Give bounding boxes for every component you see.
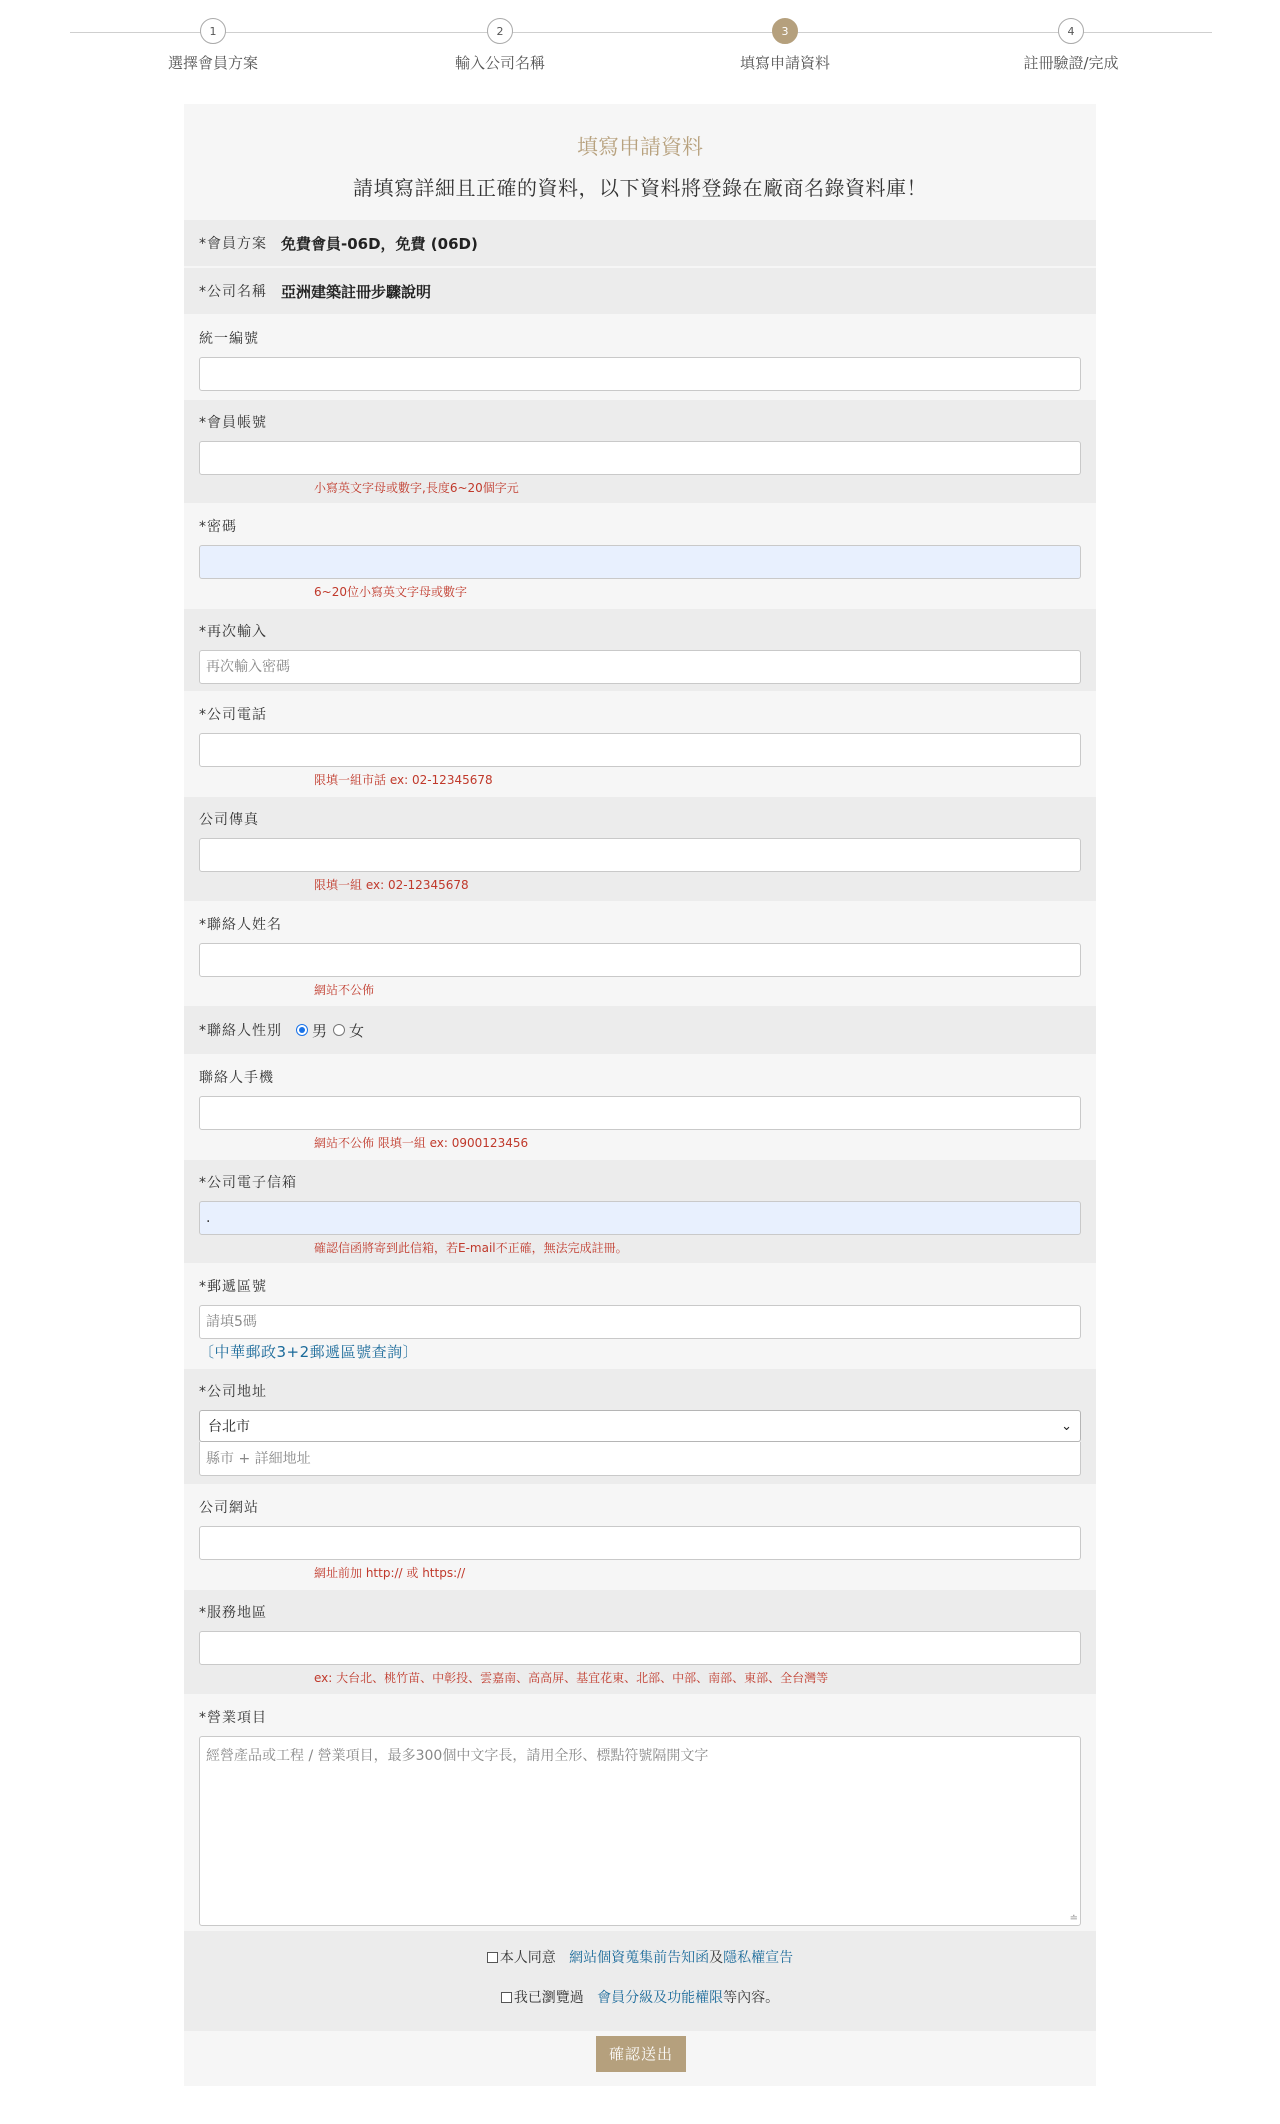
tax-id-row <box>184 316 1096 398</box>
privacy-agreement <box>184 1947 1096 1967</box>
plan-value: 免費會員-06D，免費 (06D) <box>281 234 478 253</box>
step-number: 3 <box>772 18 798 44</box>
member-tier-link[interactable]: 會員分級及功能權限 <box>597 1990 724 2006</box>
email-hint: 確認信函將寄到此信箱，若E-mail不正確，無法完成註冊。 <box>314 1241 628 1255</box>
password-input[interactable] <box>199 545 1081 579</box>
mobile-row <box>184 1055 1096 1159</box>
company-name-label: *公司名稱 <box>199 284 267 300</box>
phone-label: *公司電話 <box>199 707 267 723</box>
privacy-prefix: 本人同意 <box>499 1950 556 1966</box>
step-label: 填寫申請資料 <box>739 54 830 72</box>
zip-input[interactable] <box>199 1305 1081 1339</box>
account-label: *會員帳號 <box>199 415 267 431</box>
zip-row <box>184 1264 1096 1368</box>
step-label: 註冊驗證/完成 <box>1023 54 1119 72</box>
city-select-value: 台北市 <box>208 1419 250 1435</box>
contact-name-label: *聯絡人姓名 <box>199 917 282 933</box>
privacy-notice-link[interactable]: 網站個資蒐集前告知函 <box>569 1950 710 1966</box>
service-area-label: *服務地區 <box>199 1605 267 1621</box>
form-title: 填寫申請資料 <box>577 135 703 159</box>
form-heading <box>184 104 1096 220</box>
gender-female-label: 女 <box>349 1021 365 1040</box>
service-area-input[interactable] <box>199 1631 1081 1665</box>
tier-checkbox[interactable] <box>501 1992 512 2003</box>
tax-id-label: 統一編號 <box>199 331 259 347</box>
step-4 <box>971 18 1171 73</box>
business-items-row <box>184 1695 1096 1931</box>
radio-dot[interactable] <box>333 1024 345 1036</box>
step-1 <box>113 18 313 73</box>
contact-gender-row <box>184 1006 1096 1054</box>
step-2 <box>400 18 600 73</box>
form-subtitle: 請填寫詳細且正確的資料，以下資料將登錄在廠商名錄資料庫！ <box>353 176 927 200</box>
address-detail-input[interactable] <box>199 1442 1081 1476</box>
phone-row <box>184 692 1096 796</box>
email-row <box>184 1160 1096 1263</box>
email-label: *公司電子信箱 <box>199 1175 297 1191</box>
application-form <box>184 104 1096 2086</box>
city-select[interactable] <box>199 1410 1081 1442</box>
contact-name-row <box>184 902 1096 1005</box>
mobile-label: 聯絡人手機 <box>199 1070 274 1086</box>
mobile-input[interactable] <box>199 1096 1081 1130</box>
step-3 <box>685 18 885 73</box>
tier-agreement <box>184 1987 1096 2007</box>
zip-lookup-link[interactable]: 〔中華郵政3+2郵遞區號查詢〕 <box>199 1343 419 1361</box>
service-area-hint: ex: 大台北、桃竹苗、中彰投、雲嘉南、高高屏、基宜花東、北部、中部、南部、東部、全台灣等 <box>314 1671 829 1685</box>
privacy-checkbox[interactable] <box>487 1952 498 1963</box>
tier-suffix: 等內容。 <box>723 1990 780 2006</box>
tier-prefix: 我已瀏覽過 <box>513 1990 584 2006</box>
agreements-section <box>184 1931 1096 2031</box>
business-items-textarea[interactable] <box>199 1736 1081 1926</box>
privacy-and: 及 <box>709 1950 724 1966</box>
step-number: 4 <box>1058 18 1084 44</box>
password-confirm-row <box>184 609 1096 691</box>
chevron-down-icon: ⌄ <box>1061 1418 1072 1434</box>
zip-label: *郵遞區號 <box>199 1279 267 1295</box>
step-label: 選擇會員方案 <box>167 54 258 72</box>
business-items-label: *營業項目 <box>199 1710 267 1726</box>
radio-dot[interactable] <box>296 1024 308 1036</box>
website-input[interactable] <box>199 1526 1081 1560</box>
account-hint: 小寫英文字母或數字,長度6~20個字元 <box>314 481 519 495</box>
submit-button[interactable]: 確認送出 <box>596 2036 686 2072</box>
password-confirm-label: *再次輸入 <box>199 624 267 640</box>
progress-stepper <box>70 0 1212 90</box>
fax-label: 公司傳真 <box>199 812 259 828</box>
step-number: 2 <box>487 18 513 44</box>
business-items-placeholder: 經營產品或工程 / 營業項目，最多300個中文字長，請用全形、標點符號隔開文字 <box>206 1748 709 1764</box>
website-row <box>184 1485 1096 1589</box>
privacy-policy-link[interactable]: 隱私權宣告 <box>723 1950 794 1966</box>
gender-male-label: 男 <box>312 1021 328 1040</box>
password-confirm-input[interactable] <box>199 650 1081 684</box>
password-hint: 6~20位小寫英文字母或數字 <box>314 585 467 599</box>
password-row <box>184 504 1096 608</box>
step-label: 輸入公司名稱 <box>454 54 545 72</box>
website-label: 公司網站 <box>199 1500 259 1516</box>
resize-grip-icon[interactable]: ≐ <box>1069 1913 1078 1924</box>
gender-female-radio[interactable] <box>333 1020 364 1041</box>
website-hint: 網址前加 http:// 或 https:// <box>314 1566 466 1580</box>
fax-hint: 限填一組 ex: 02-12345678 <box>314 878 469 892</box>
gender-male-radio[interactable] <box>296 1020 327 1041</box>
mobile-hint: 網站不公佈 限填一組 ex: 0900123456 <box>314 1136 529 1150</box>
step-number: 1 <box>200 18 226 44</box>
address-row <box>184 1369 1096 1484</box>
fax-row <box>184 797 1096 901</box>
phone-hint: 限填一組市話 ex: 02-12345678 <box>314 773 493 787</box>
company-name-row <box>184 268 1096 314</box>
plan-label: *會員方案 <box>199 236 267 252</box>
fax-input[interactable] <box>199 838 1081 872</box>
company-name-value: 亞洲建築註冊步驟說明 <box>281 282 432 301</box>
email-input[interactable] <box>199 1201 1081 1235</box>
service-area-row <box>184 1590 1096 1694</box>
password-label: *密碼 <box>199 519 237 535</box>
address-label: *公司地址 <box>199 1384 267 1400</box>
account-input[interactable] <box>199 441 1081 475</box>
contact-name-hint: 網站不公佈 <box>314 983 375 997</box>
contact-gender-label: *聯絡人性別 <box>199 1023 282 1039</box>
account-row <box>184 400 1096 503</box>
contact-name-input[interactable] <box>199 943 1081 977</box>
tax-id-input[interactable] <box>199 357 1081 391</box>
phone-input[interactable] <box>199 733 1081 767</box>
plan-row <box>184 220 1096 266</box>
